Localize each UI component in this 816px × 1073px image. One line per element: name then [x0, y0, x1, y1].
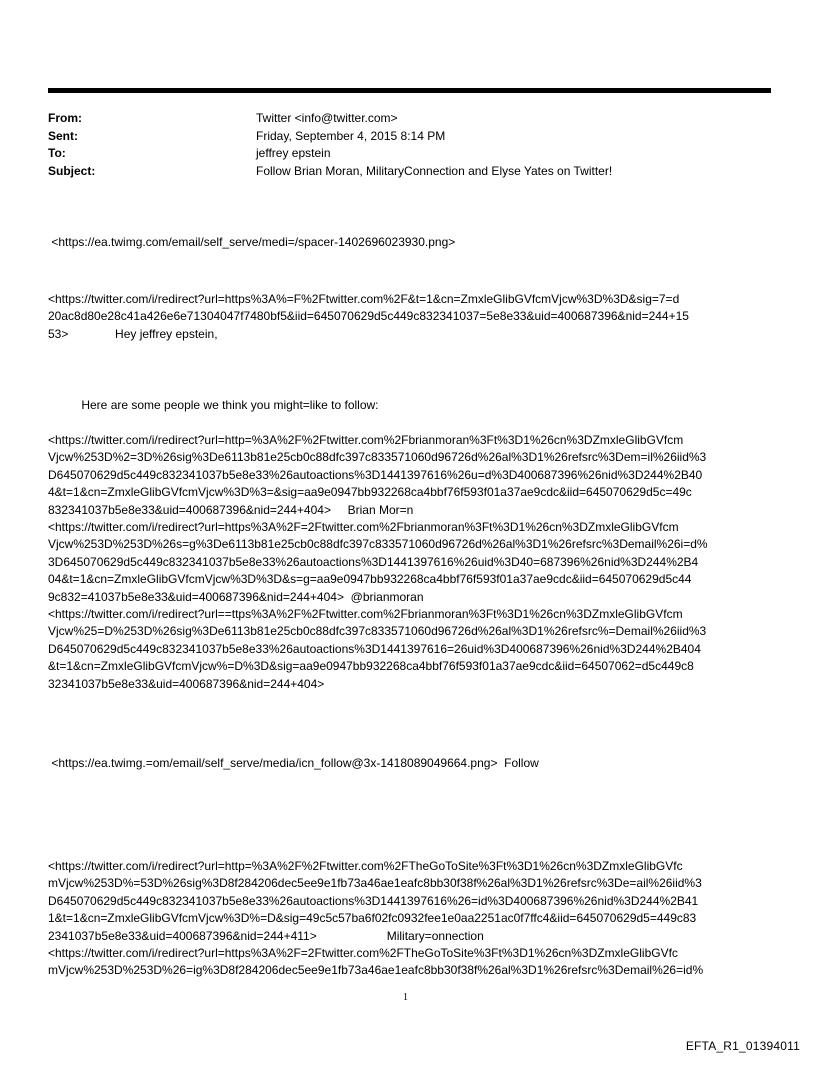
subject-row: [48, 163, 612, 181]
subject-value: Follow Brian Moran, MilitaryConnection and Elyse Yates on Twitter!: [256, 163, 613, 178]
to-value: jeffrey epstein: [256, 146, 331, 160]
follow-icon-line: <https://ea.twimg.=om/email/self_serve/media/icn_follow@3x-1418089049664.png> Follow: [48, 756, 539, 770]
email-header: [48, 110, 612, 180]
brian-moran-block: <https://twitter.com/i/redirect?url=http=%3A%2F%2Ftwitter.com%2Fbrianmoran%3Ft%3D1%26cn%3DZmxleGlibGVfcm Vjcw%253D%2=3D%26sig%3De6113b81e25cb0c88dfc397c833571060d96726d%26al%3D1%26refsrc%3Dem=il%26iid%3 D645070629d5c449c832341037b5e8e33%26autoactions%3D1441397616%26u=d%3D400687396%26nid%3D244%2B40 4&t=1&cn=ZmxleGlibGVfcmVjcw%3D%3=&sig=aa9e0947bb932268ca4bbf76f593f01a37ae9cdc&iid=645070629d5c=49c 832341037b5e8e33&uid=400687396&nid=244+404> Brian Mor=n <https://twitter.com/i/redirect?url=https%3A%2F=2Ftwitter.com%2Fbrianmoran%3Ft%3D1%26cn%3DZmxleGlibGVfcm Vjcw%253D%253D%26s=g%3De6113b81e25cb0c88dfc397c833571060d96726d%26al%3D1%26refsrc%3Demail%26i=d% 3D645070629d5c449c832341037b5e8e33%26autoactions%3D1441397616%26uid%3D40=687396%26nid%3D244%2B4 04&t=1&cn=ZmxleGlibGVfcmVjcw%3D%3D&s=g=aa9e0947bb932268ca4bbf76f593f01a37ae9cdc&iid=645070629d5c44 9c832=41037b5e8e33&uid=400687396&nid=244+404> @brianmoran <https://twitter.com/i/redirect?url==ttps%3A%2F%2Ftwitter.com%2Fbrianmoran%3Ft%3D1%26cn%3DZmxleGlibGVfcm Vjcw%25=D%253D%26sig%3De6113b81e25cb0c88dfc397c833571060d96726d%26al%3D1%26refsrc%=Demail%26iid%3 D645070629d5c449c832341037b5e8e33%26autoactions%3D1441397616=26uid%3D400687396%26nid%3D244%2B404 &t=1&cn=ZmxleGlibGVfcmVjcw%=D%3D&sig=aa9e0947bb932268ca4bbf76f593f01a37ae9cdc&iid=64507062=d5c449c8 32341037b5e8e33&uid=400687396&nid=244+404>: [48, 433, 708, 691]
page-number: 1: [403, 992, 408, 1003]
sent-label: Sent:: [48, 128, 78, 143]
from-row: [48, 110, 612, 128]
intro-line: Here are some people we think you might=like to follow:: [48, 398, 379, 412]
from-value: Twitter <info@twitter.com>: [256, 111, 398, 125]
greeting-paragraph: <https://twitter.com/i/redirect?url=https%3A%=F%2Ftwitter.com%2F&t=1&cn=ZmxleGlibGVfcmVjcw%3D%3D&sig=7=d 20ac8d80e28c41a426e6e71304047f7480bf5&iid=645070629d5c449c832341037=5e8e33&uid=400687396&nid=244+15 53> Hey jeffrey epstein,: [48, 292, 689, 341]
header-rule: [48, 88, 771, 93]
subject-label: Subject:: [48, 163, 96, 178]
to-label: To:: [48, 146, 66, 160]
sent-row: [48, 128, 612, 146]
to-row: [48, 145, 612, 163]
spacer-image-link: <https://ea.twimg.com/email/self_serve/medi=/spacer-1402696023930.png>: [48, 235, 456, 249]
sent-value: Friday, September 4, 2015 8:14 PM: [256, 128, 446, 143]
from-label: From:: [48, 111, 82, 125]
bates-number: EFTA_R1_01394011: [685, 1039, 800, 1053]
military-connection-block: <https://twitter.com/i/redirect?url=http=%3A%2F%2Ftwitter.com%2FTheGoToSite%3Ft%3D1%26cn%3DZmxleGlibGVfc mVjcw%253D%=53D%26sig%3D8f284206dec5ee9e1fb73a46ae1eafc8bb30f38f%26al%3D1%26refsrc%3De=ail%26iid%3 D645070629d5c449c832341037b5e8e33%26autoactions%3D1441397616%26=id%3D400687396%26nid%3D244%2B41 1&t=1&cn=ZmxleGlibGVfcmVjcw%3D%=D&sig=49c5c57ba6f02fc0932feе1e0aa2251ac0f7ffc4&iid=645070629d5=449c83 2341037b5e8e33&uid=400687396&nid=244+411> Military=onnection <https://twitter.com/i/redirect?url=https%3A%2F=2Ftwitter.com%2FTheGoToSite%3Ft%3D1%26cn%3DZmxleGlibGVfc mVjcw%253D%253D%26=ig%3D8f284206dec5ee9e1fb73a46ae1eafc8bb30f38f%26al%3D1%26refsrc%3Demail%26=id%: [48, 859, 704, 978]
